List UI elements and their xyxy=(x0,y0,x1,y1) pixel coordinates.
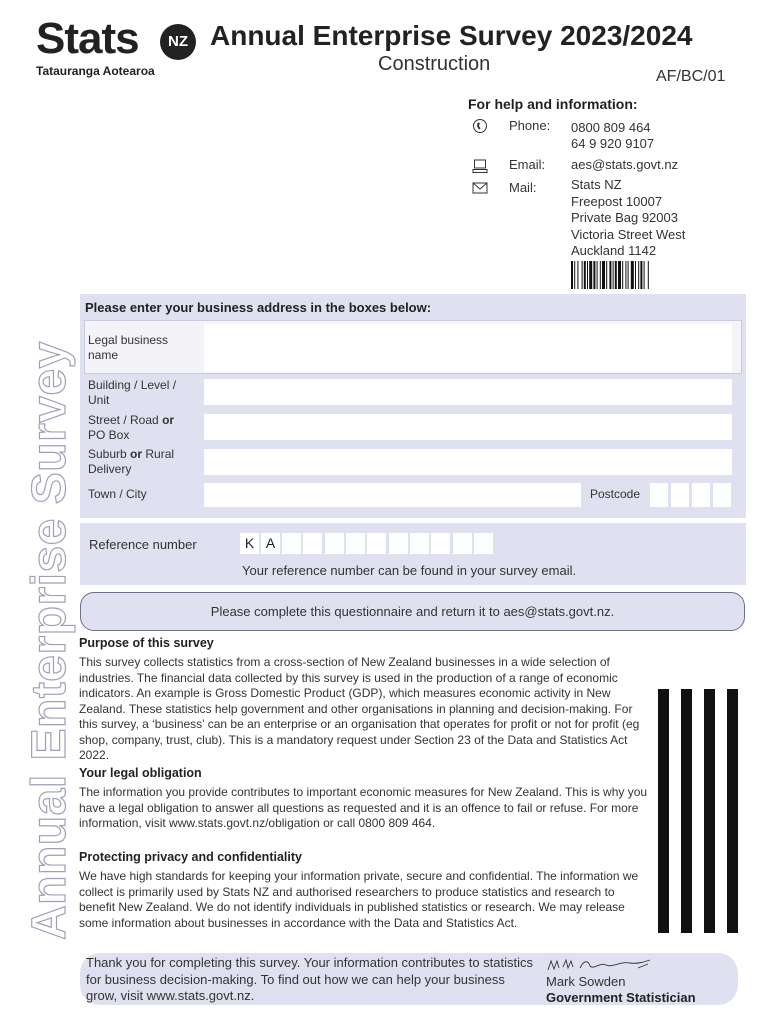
mail-envelope-icon xyxy=(472,180,488,196)
side-survey-title: Annual Enterprise Survey xyxy=(23,341,76,940)
signatory-name: Mark Sowden xyxy=(546,974,626,989)
mail-address-line: Auckland 1142 xyxy=(571,243,657,258)
help-heading: For help and information: xyxy=(468,96,638,112)
postcode-digit-input[interactable] xyxy=(650,483,668,507)
reference-char-cell[interactable]: K xyxy=(240,533,259,554)
stats-nz-logo-badge: NZ xyxy=(160,24,196,60)
privacy-paragraph: We have high standards for keeping your information private, secure and confidential. The information we collect is primarily used by Stats NZ and authorised researchers to produce statistics and research to benefit New Zealand. We do not identify individuals in published statistics or research. We may release some information about businesses in accordance with the Data and Statistics Act. xyxy=(79,869,639,930)
mail-address-line: Private Bag 92003 xyxy=(571,210,678,225)
email-address[interactable]: aes@stats.govt.nz xyxy=(571,157,679,172)
legal-obligation-heading: Your legal obligation xyxy=(79,766,202,780)
reference-char-cell[interactable]: A xyxy=(261,533,280,554)
mail-address-line: Stats NZ xyxy=(571,177,622,192)
reference-char-cell[interactable] xyxy=(282,533,301,554)
reference-char-cell[interactable] xyxy=(367,533,386,554)
email-label: Email: xyxy=(509,157,546,172)
reference-char-cell[interactable] xyxy=(325,533,344,554)
building-input[interactable] xyxy=(204,379,732,405)
phone-icon xyxy=(472,118,488,134)
phone-number-2[interactable]: 64 9 920 9107 xyxy=(571,136,655,151)
mail-address-line: Victoria Street West xyxy=(571,226,686,242)
scan-alignment-bars xyxy=(658,689,738,933)
purpose-paragraph: This survey collects statistics from a cross-section of New Zealand businesses in a wide selection of industries. The financial data collected by this survey is used in the production of a range of economic indicators. An example is Gross Domestic Product (GDP), which measures economic activity in New Zealand. These statistics help government and other organisations in planning and decision-making. For this survey, a ‘business’ can be an enterprise or an organisation that operates for profit or not for profit (eg shop, company, trust, club). This is a mandatory request under Section 23 of the Data and Statistics Act 2022. xyxy=(79,655,640,762)
privacy-heading: Protecting privacy and confidentiality xyxy=(79,850,302,864)
survey-subtitle: Construction xyxy=(378,53,491,75)
mail-label: Mail: xyxy=(509,180,537,195)
reference-number-label: Reference number xyxy=(89,537,197,552)
postal-barcode xyxy=(571,261,689,289)
reference-number-note: Your reference number can be found in your survey email. xyxy=(242,563,577,578)
reference-char-cell[interactable] xyxy=(346,533,365,554)
survey-title: Annual Enterprise Survey 2023/2024 xyxy=(210,20,693,51)
reference-char-cell[interactable] xyxy=(474,533,493,554)
town-input[interactable] xyxy=(204,483,581,507)
computer-icon xyxy=(472,158,488,174)
phone-label: Phone: xyxy=(509,118,551,133)
postcode-label: Postcode xyxy=(590,487,641,501)
street-input[interactable] xyxy=(204,414,732,440)
suburb-label: Suburb or Rural Delivery xyxy=(88,447,175,476)
town-label: Town / City xyxy=(88,487,147,501)
street-label: Street / Road or PO Box xyxy=(88,413,175,442)
stats-nz-logo-wordmark: Stats xyxy=(36,14,139,63)
reference-char-cell[interactable] xyxy=(431,533,450,554)
postcode-digit-input[interactable] xyxy=(671,483,689,507)
reference-char-cell[interactable] xyxy=(303,533,322,554)
legal-name-input[interactable] xyxy=(204,324,732,372)
reference-char-cell[interactable] xyxy=(453,533,472,554)
reference-char-cell[interactable] xyxy=(410,533,429,554)
reference-char-cell[interactable] xyxy=(389,533,408,554)
building-label: Building / Level / Unit xyxy=(88,378,177,407)
mail-address-line: Freepost 10007 xyxy=(571,193,663,209)
postcode-digit-input[interactable] xyxy=(692,483,710,507)
purpose-heading: Purpose of this survey xyxy=(79,636,214,650)
return-instructions: Please complete this questionnaire and return it to aes@stats.govt.nz. xyxy=(80,592,745,631)
signature-image xyxy=(546,956,656,976)
logo-maori-name: Tatauranga Aotearoa xyxy=(36,64,155,78)
legal-name-label: Legal business name xyxy=(88,333,169,362)
phone-number-1[interactable]: 0800 809 464 xyxy=(571,120,651,135)
postcode-digit-input[interactable] xyxy=(713,483,731,507)
thanks-message: Thank you for completing this survey. Your information contributes to statistics for business decision-making. To find out how we can help your business grow, visit www.stats.govt.nz. xyxy=(86,955,534,1003)
form-code: AF/BC/01 xyxy=(656,68,726,85)
address-panel-heading: Please enter your business address in the boxes below: xyxy=(85,300,432,315)
legal-obligation-paragraph: The information you provide contributes to important economic measures for New Zealand. This is why you have a legal obligation to answer all questions as requested and it is an offence to fail or refuse. For more information, visit www.stats.govt.nz/obligation or call 0800 809 464. xyxy=(79,785,648,830)
signatory-role: Government Statistician xyxy=(546,990,696,1005)
mail-address xyxy=(571,177,685,260)
suburb-input[interactable] xyxy=(204,449,732,475)
